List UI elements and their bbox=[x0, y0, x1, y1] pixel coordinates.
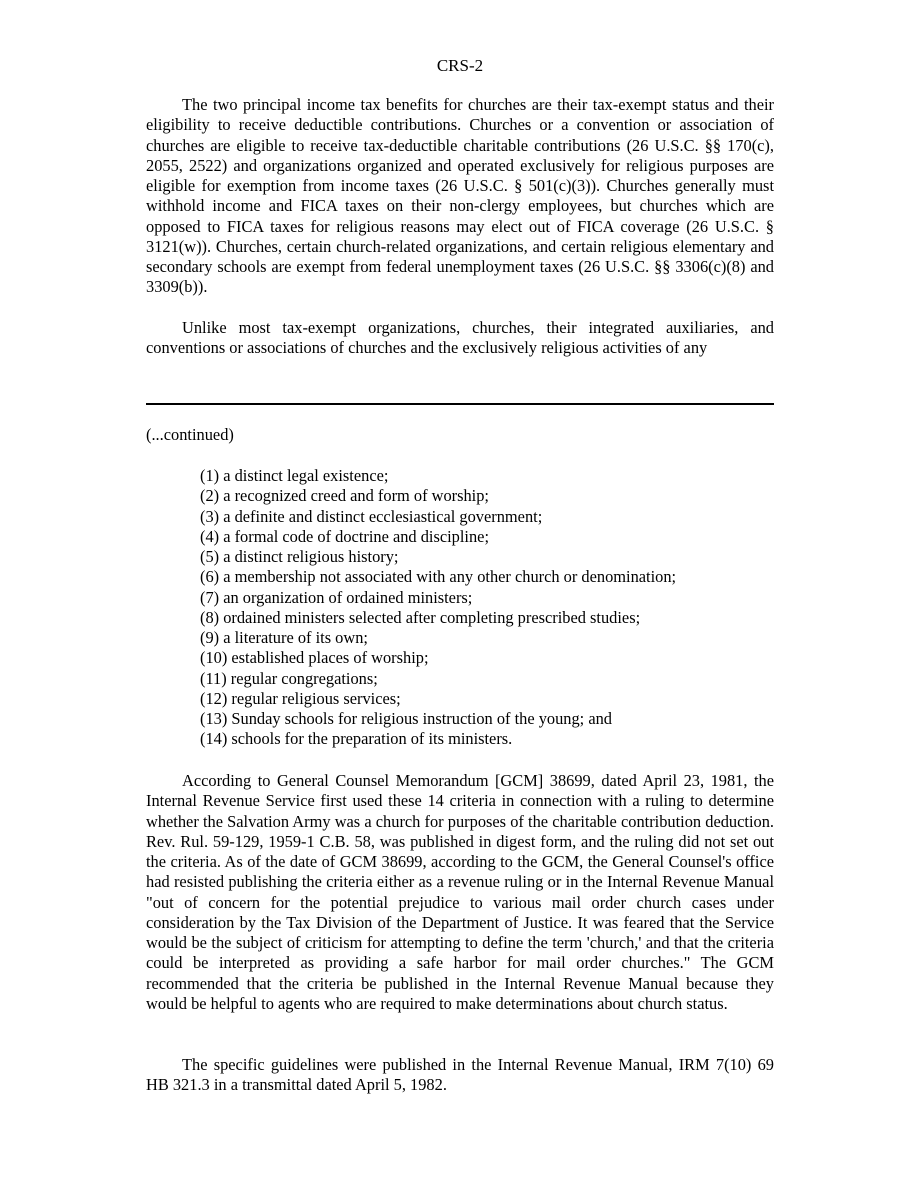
paragraph-irm-guidelines: The specific guidelines were published in the Internal Revenue Manual, IRM 7(10) 69 HB 321.3 in a transmittal dated April 5, 1982. bbox=[146, 1055, 774, 1095]
criteria-item: (8) ordained ministers selected after completing prescribed studies; bbox=[200, 607, 641, 627]
paragraph-tax-benefits: The two principal income tax benefits for churches are their tax-exempt status and their eligibility to receive deductible contributions. Churches or a convention or association of churches are eligible to receive tax-deductible charitable contributions (26 U.S.C. §§ 170(c), 2055, 2522) and organizations organized and operated exclusively for religious purposes are eligible for exemption from income taxes (26 U.S.C. § 501(c)(3)). Churches generally must withhold income and FICA taxes on their non-clergy employees, but churches which are opposed to FICA taxes for religious reasons may elect out of FICA coverage (26 U.S.C. § 3121(w)). Churches, certain church-related organizations, and certain religious elementary and secondary schools are exempt from federal unemployment taxes (26 U.S.C. §§ 3306(c)(8) and 3309(b)). bbox=[146, 95, 774, 297]
paragraph-gcm-38699: According to General Counsel Memorandum [GCM] 38699, dated April 23, 1981, the Internal Revenue Service first used these 14 criteria in connection with a ruling to determine whether the Salvation Army was a church for purposes of the charitable contribution deduction. Rev. Rul. 59-129, 1959-1 C.B. 58, was published in digest form, and the ruling did not set out the criteria. As of the date of GCM 38699, according to the GCM, the General Counsel's office had resisted publishing the criteria either as a revenue ruling or in the Internal Revenue Manual "out of concern for the potential prejudice to various mail order church cases under consideration by the Tax Division of the Department of Justice. It was feared that the Service would be the subject of criticism for attempting to define the term 'church,' and that the criteria could be interpreted as providing a safe harbor for mail order churches." The GCM recommended that the criteria be published in the Internal Revenue Manual because they would be helpful to agents who are required to make determinations about church status. bbox=[146, 771, 774, 1013]
footnote-continued-label: (...continued) bbox=[146, 425, 234, 444]
page-header: CRS-2 bbox=[436, 56, 484, 75]
criteria-item: (1) a distinct legal existence; bbox=[200, 466, 389, 485]
footnote-separator bbox=[146, 403, 774, 405]
criteria-item: (6) a membership not associated with any other church or denomination; bbox=[200, 567, 677, 587]
criteria-item: (9) a literature of its own; bbox=[200, 628, 368, 647]
criteria-item: (4) a formal code of doctrine and discipline; bbox=[200, 526, 490, 546]
criteria-item: (3) a definite and distinct ecclesiastical government; bbox=[200, 506, 543, 526]
criteria-item: (12) regular religious services; bbox=[200, 688, 401, 708]
criteria-item: (13) Sunday schools for religious instruction of the young; and bbox=[200, 709, 612, 728]
criteria-item: (5) a distinct religious history; bbox=[200, 547, 399, 566]
criteria-item: (14) schools for the preparation of its ministers. bbox=[200, 729, 513, 749]
paragraph-unlike-most: Unlike most tax-exempt organizations, churches, their integrated auxiliaries, and conventions or associations of churches and the exclusively religious activities of any bbox=[146, 318, 774, 358]
criteria-item: (7) an organization of ordained ministers; bbox=[200, 587, 473, 607]
criteria-item: (11) regular congregations; bbox=[200, 668, 378, 688]
church-criteria-list bbox=[200, 466, 676, 750]
criteria-item: (2) a recognized creed and form of worship; bbox=[200, 486, 489, 506]
criteria-item: (10) established places of worship; bbox=[200, 648, 429, 668]
